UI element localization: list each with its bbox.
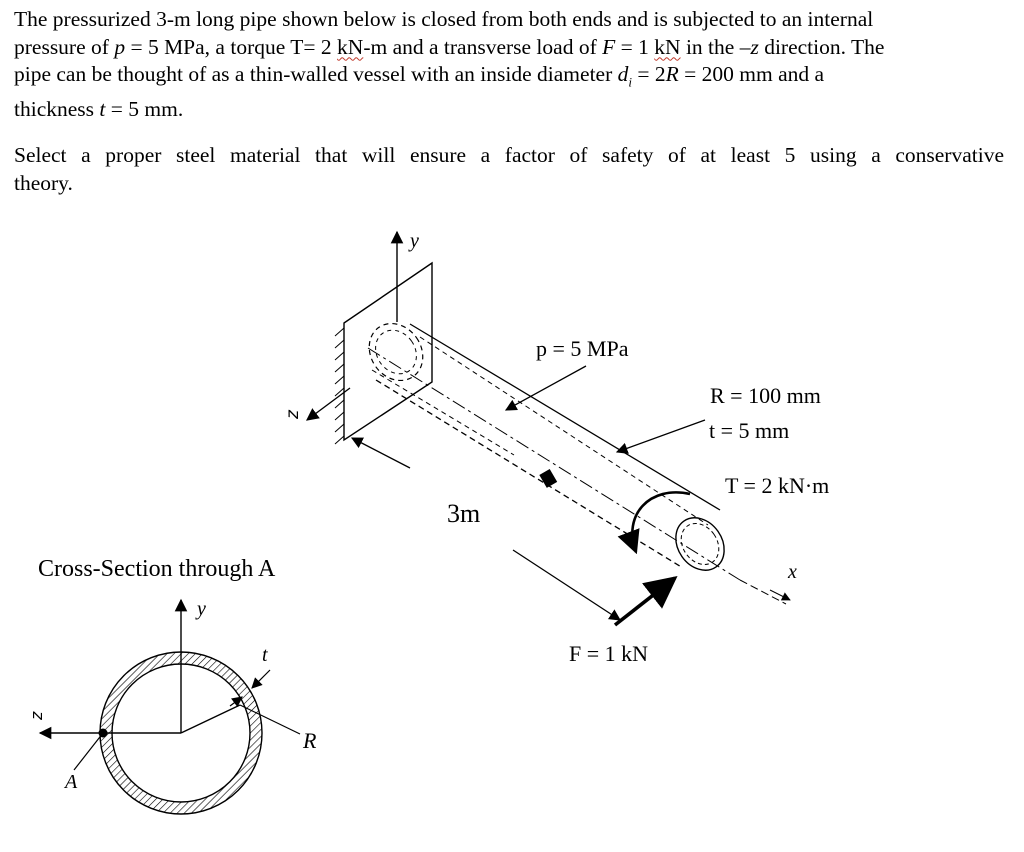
y-axis-label: y — [410, 230, 419, 252]
length-dimension-arrow-lower — [513, 550, 620, 620]
cs-R-label: R — [303, 728, 317, 753]
problem-line-4: thickness t = 5 mm. — [14, 96, 184, 121]
fixed-wall — [335, 263, 432, 444]
x-axis-label: x — [788, 561, 797, 583]
thickness-label: t = 5 mm — [709, 418, 790, 443]
torque-label: T = 2 kN·m — [725, 473, 830, 498]
element-marker — [539, 469, 557, 488]
force-arrow — [615, 578, 675, 625]
cs-y-label: y — [197, 598, 206, 620]
length-label: 3m — [447, 499, 481, 528]
problem-line-1: The pressurized 3-m long pipe shown below is closed from both ends and is subjected to an internal — [14, 7, 874, 31]
cs-t-arrow-outer — [252, 670, 270, 688]
cs-t-label: t — [262, 644, 268, 666]
radius-leader — [617, 420, 705, 452]
task-line-1: Select a proper steel material that will ensure a factor of safety of at least 5 using a conservative — [14, 143, 1004, 167]
task-line-2: theory. — [14, 170, 73, 195]
pressure-leader — [506, 366, 586, 410]
cs-z-label: z — [27, 711, 46, 720]
cs-A-label: A — [65, 771, 78, 793]
problem-line-2: pressure of p = 5 MPa, a torque T= 2 kN-m and a transverse load of F = 1 kN in the –z direction. The — [14, 34, 885, 59]
length-dimension-arrow — [352, 438, 410, 468]
z-axis-label: z — [283, 410, 303, 419]
cross-section-title: Cross-Section through A — [38, 556, 276, 582]
pressure-label: p = 5 MPa — [536, 336, 629, 361]
problem-line-3: pipe can be thought of as a thin-walled vessel with an inside diameter $d_i = 2R = 200$ mm and a — [14, 62, 825, 90]
cross-section-diagram — [27, 598, 317, 814]
x-axis-arrow — [770, 590, 790, 600]
force-label: F = 1 kN — [569, 641, 649, 666]
radius-label: R = 100 mm — [710, 383, 821, 408]
